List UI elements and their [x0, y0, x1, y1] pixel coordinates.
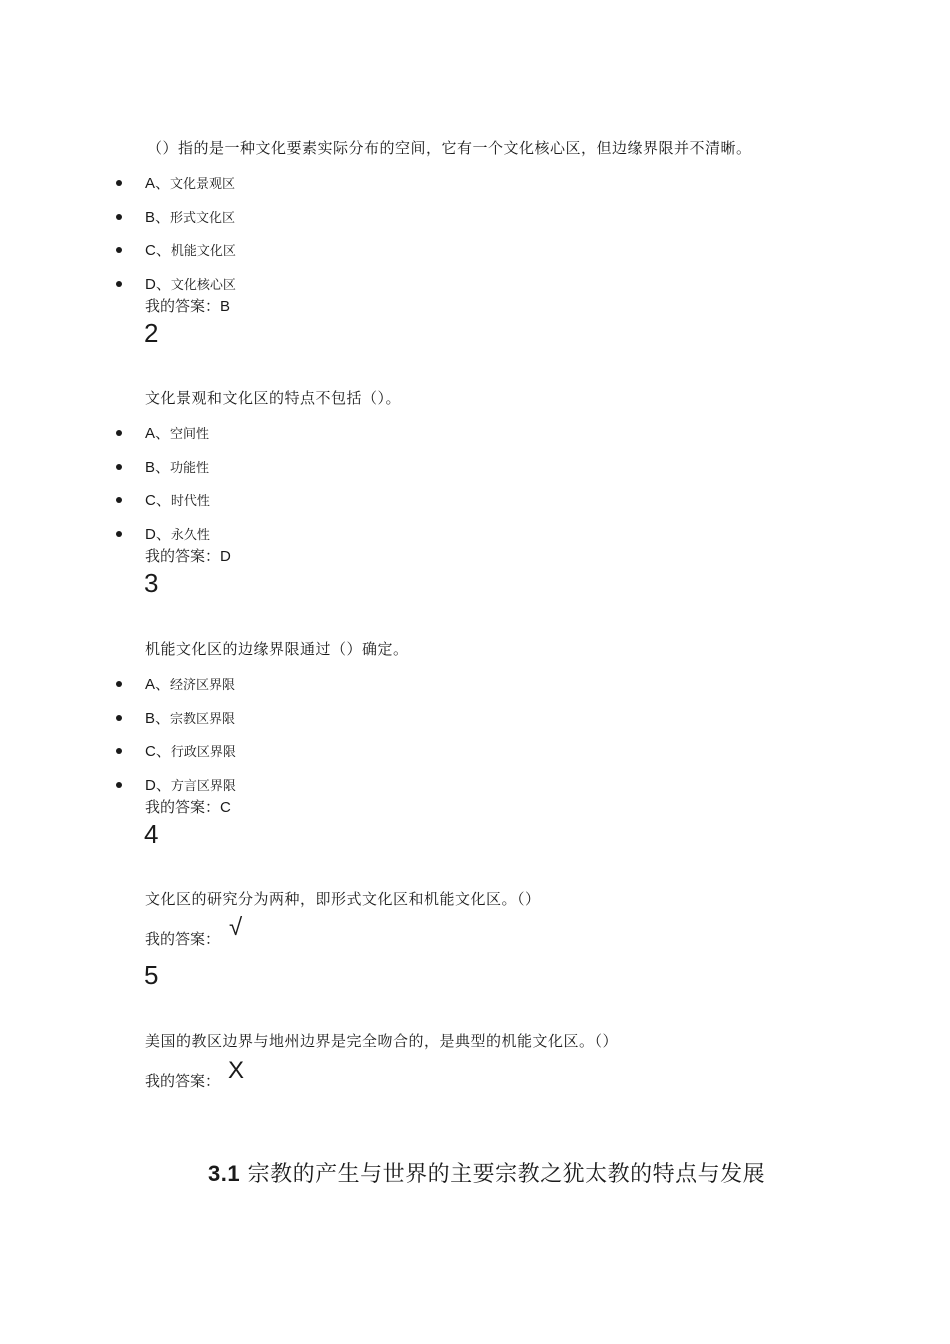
question-5-answer-label: 我的答案：	[145, 1072, 221, 1090]
question-2-answer: 我的答案：D	[145, 547, 231, 565]
question-2-option-c: C、时代性	[145, 492, 210, 509]
bullet-icon	[116, 748, 122, 754]
question-3-option-b: B、宗教区界限	[145, 710, 236, 727]
section-heading: 3.1 宗教的产生与世界的主要宗教之犹太教的特点与发展	[208, 1161, 766, 1187]
question-4-number: 4	[144, 819, 159, 849]
question-1-answer: 我的答案：B	[145, 297, 231, 315]
question-2-option-d: D、永久性	[145, 526, 210, 543]
question-2-stem: 文化景观和文化区的特点不包括（）。	[145, 389, 402, 407]
question-2-option-b: B、功能性	[145, 459, 210, 476]
bullet-icon	[116, 715, 122, 721]
question-5-answer-cross: X	[228, 1057, 245, 1084]
question-5-stem: 美国的教区边界与地州边界是完全吻合的，是典型的机能文化区。（）	[145, 1032, 619, 1050]
question-3-option-d: D、方言区界限	[145, 777, 236, 794]
bullet-icon	[116, 497, 122, 503]
question-4-stem: 文化区的研究分为两种，即形式文化区和机能文化区。（）	[145, 890, 541, 908]
question-3-stem: 机能文化区的边缘界限通过（）确定。	[145, 640, 409, 658]
bullet-icon	[116, 430, 122, 436]
question-2-option-a: A、空间性	[145, 425, 210, 442]
question-3-option-a: A、经济区界限	[145, 676, 236, 693]
question-1-option-c: C、机能文化区	[145, 242, 236, 259]
bullet-icon	[116, 531, 122, 537]
bullet-icon	[116, 681, 122, 687]
question-3-answer: 我的答案：C	[145, 798, 231, 816]
bullet-icon	[116, 247, 122, 253]
bullet-icon	[116, 464, 122, 470]
bullet-icon	[116, 782, 122, 788]
question-1-option-a: A、文化景观区	[145, 175, 236, 192]
question-1-stem: （）指的是一种文化要素实际分布的空间，它有一个文化核心区，但边缘界限并不清晰。	[147, 139, 752, 157]
question-3-number: 3	[144, 568, 159, 598]
bullet-icon	[116, 180, 122, 186]
bullet-icon	[116, 281, 122, 287]
question-1-option-b: B、形式文化区	[145, 209, 236, 226]
bullet-icon	[116, 214, 122, 220]
question-4-answer-check: √	[229, 914, 243, 941]
question-3-option-c: C、行政区界限	[145, 743, 236, 760]
question-2-number: 2	[144, 318, 159, 348]
question-4-answer-label: 我的答案：	[145, 930, 221, 948]
question-1-option-d: D、文化核心区	[145, 276, 236, 293]
question-5-number: 5	[144, 960, 159, 990]
